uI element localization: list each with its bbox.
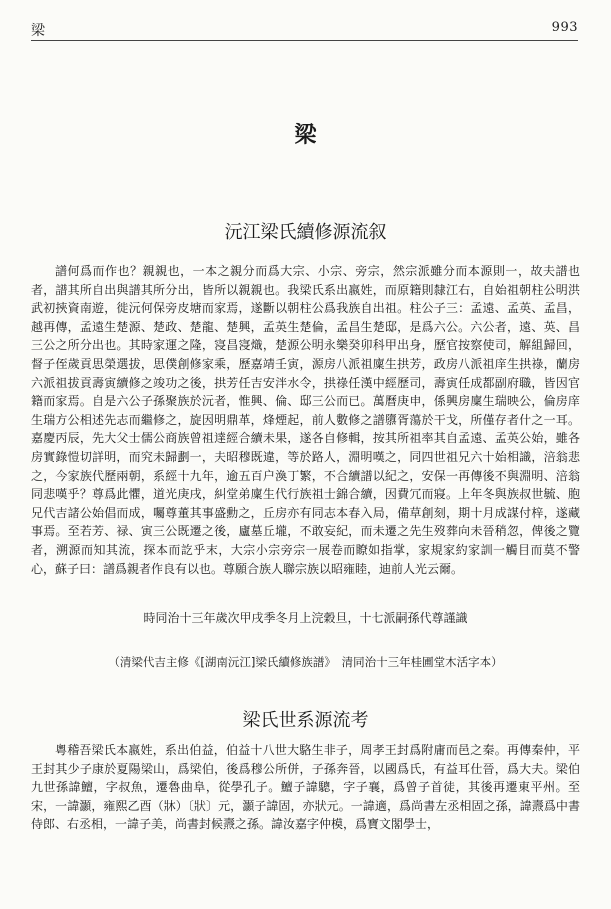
header-rule <box>31 40 578 41</box>
lineage-paragraph: 粵稽吾梁氏本嬴姓，系出伯益，伯益十八世大駱生非子，周孝王封爲附庸而邑之秦。再傳秦仲，平王封其少子康於夏陽梁山，爲梁伯，後爲穆公所併，子孫奔晉，以國爲氏，有益耳仕晉，爲大夫。梁伯九世孫諱鱣，字叔魚，遷魯曲阜，從學孔子。鱣子諱驄，字子襄，爲曾子首徒，其後再遷東平州。至宋，一諱灝，雍熙乙酉（牀）〔狀〕元，灝子諱固，亦狀元。一諱適，爲尚書左丞相固之孫，諱燾爲中書侍郎、右丞相，一諱子美，尚書封候燾之孫。諱汝嘉字仲模，爲寶文閣學士， <box>31 743 580 832</box>
page-title: 梁 <box>294 122 317 148</box>
running-header <box>31 20 578 40</box>
section-title-lineage: 梁氏世系源流考 <box>242 710 369 731</box>
source-note: （清梁代吉主修《[湖南沅江]梁氏續修族譜》 清同治十三年桂圃堂木活字本） <box>108 655 503 669</box>
page-number: 993 <box>551 20 578 35</box>
header-surname: 梁 <box>31 23 45 39</box>
dateline: 時同治十三年歲次甲戌季冬月上浣穀旦，十七派嗣孫代尊謹識 <box>143 611 468 625</box>
section-title-preface: 沅江梁氏續修源流叙 <box>224 222 387 243</box>
lineage-body <box>31 741 580 834</box>
preface-body <box>31 262 580 578</box>
preface-paragraph: 譜何爲而作也？親親也，一本之親分而爲大宗、小宗、旁宗，然宗派雖分而本源則一，故夫譜也者，譜其所自出與譜其所分出，皆所以親親也。我梁氏系出嬴姓，而原籍則隸江右，自始祖朝柱公明洪武初挾資南遊，徙沅何保旁皮塘而家焉，遂斷以朝柱公爲我族自出祖。柱公子三：孟遠、孟英、孟昌，越再傳，孟遠生楚源、楚政、楚龍、楚興，孟英生楚倫，孟昌生楚邸，是爲六公。六公者，遠、英、昌三公之所分出也。其時家運之隆，寖昌寖熾，楚源公明永樂癸卯科甲出身，歷官按察使司，解組歸回，督子侄歲貢思榮選拔，思僕創修家乘，歷嘉靖壬寅，源房八派祖廩生拱芳，政房八派祖庠生拱祿，蘭房六派祖拔貢壽寅續修之竣功之後，拱芳任吉安泮水令，拱祿任漢中經歷司，壽寅任成都副府職，皆因官籍而家焉。自是六公子孫聚族於沅者，惟興、倫、邸三公而已。萬曆庚申，係興房廩生瑞映公，倫房庠生瑞方公相述先志而繼修之，旋因明鼎革，烽煙起，前人數修之譜隳胥蕩於干戈，所僅存者什之一耳。嘉慶丙辰，先大父士儒公商族曾祖達經合續未果，遂各自修輯，按其所祖率其自孟遠、孟英公始，雖各房實錄愷切詳明，而究未歸劃一，夫昭穆既違，等於路人，淵明嘆之，同四世祖兄六十始相識，涪翁悲之，今家族代歷兩朝，系經十九年，逾五百户渙丁繁，不合續譜以紀之，安保一再傳後不與淵明、涪翁同悲嘆乎？尊爲此懼，道光庚戌，糾堂弟廩生代行族祖士錦合續，因費冗而寢。上年冬與族叔世毓、胞兄代吉諸公始倡而成，囑尊董其事盛勳之，丘房亦有同志本春入局，備草創刻，期十月成謀付梓，遂藏事焉。至若芳、禄、寅三公既遷之後，廬墓丘壠，不敢妄紀，而未遷之先生歿葬向未晉稍忽，俾後之覽者，溯源而知其流，探本而訖乎末，大宗小宗旁宗一展卷而瞭如指掌，家規家約家訓一觸目而莫不警心，蘇子曰：譜爲親者作良有以也。尊願合族人聯宗族以昭雍睦，迪前人光云爾。 <box>31 264 580 576</box>
